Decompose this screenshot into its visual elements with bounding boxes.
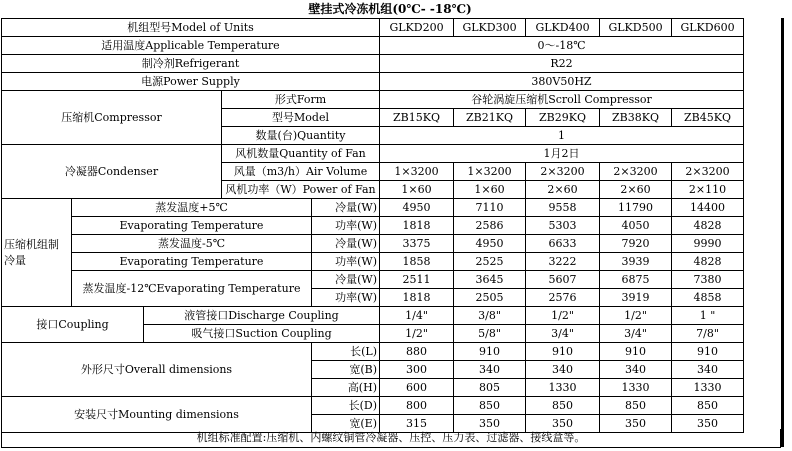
discharge-value: 3/8"	[454, 307, 526, 325]
dim-value: 340	[600, 361, 672, 379]
cool-value: 4950	[454, 235, 526, 253]
power-label: 电源Power Supply	[2, 73, 380, 91]
mount-value: 350	[526, 415, 600, 433]
mount-d-row	[2, 397, 744, 415]
compressor-model: ZB38KQ	[600, 109, 672, 127]
suction-label: 吸气接口Suction Coupling	[144, 325, 380, 343]
dim-value: 910	[672, 343, 744, 361]
power-value: 3919	[600, 289, 672, 307]
discharge-label: 液管接口Discharge Coupling	[144, 307, 380, 325]
power-value: 3939	[600, 253, 672, 271]
evap-minus12-label: 蒸发温度-12℃Evaporating Temperature	[72, 271, 312, 307]
cool-value: 2511	[380, 271, 454, 289]
discharge-value: 1/2"	[526, 307, 600, 325]
dim-h-label: 高(H)	[312, 379, 380, 397]
fan-power-value: 1×60	[454, 181, 526, 199]
power-label: 功率(W)	[312, 217, 380, 235]
model-name: GLKD500	[600, 19, 672, 37]
power-value: 4828	[672, 217, 744, 235]
spec-table	[1, 18, 744, 433]
dim-value: 910	[526, 343, 600, 361]
power-value: 1858	[380, 253, 454, 271]
suction-value: 7/8"	[672, 325, 744, 343]
fan-power-value: 2×60	[600, 181, 672, 199]
power-value: 2505	[454, 289, 526, 307]
dim-value: 300	[380, 361, 454, 379]
power-value: 2586	[454, 217, 526, 235]
mount-value: 850	[526, 397, 600, 415]
cool-value: 9990	[672, 235, 744, 253]
dim-value: 1330	[526, 379, 600, 397]
cool-value: 3375	[380, 235, 454, 253]
air-volume-value: 1×3200	[454, 163, 526, 181]
cool-label: 冷量(W)	[312, 271, 380, 289]
cool-value: 14400	[672, 199, 744, 217]
dim-l-label: 长(L)	[312, 343, 380, 361]
mount-e-label: 宽(E)	[312, 415, 380, 433]
cool-label: 冷量(W)	[312, 199, 380, 217]
power-value: 5303	[526, 217, 600, 235]
qty-label: 数量(台)Quantity	[222, 127, 380, 145]
model-name: GLKD200	[380, 19, 454, 37]
power-label: 功率(W)	[312, 289, 380, 307]
cool-value: 9558	[526, 199, 600, 217]
cool-value: 11790	[600, 199, 672, 217]
fan-qty-label: 风机数量Quantity of Fan	[222, 145, 380, 163]
cool-value: 6633	[526, 235, 600, 253]
fan-power-value: 2×110	[672, 181, 744, 199]
dim-value: 880	[380, 343, 454, 361]
compressor-label: 压缩机Compressor	[2, 91, 222, 145]
compressor-model: ZB21KQ	[454, 109, 526, 127]
dim-value: 600	[380, 379, 454, 397]
suction-value: 3/4"	[600, 325, 672, 343]
evap-minus12-cool-row	[2, 271, 744, 289]
discharge-value: 1/4"	[380, 307, 454, 325]
mount-value: 350	[600, 415, 672, 433]
power-value: 4858	[672, 289, 744, 307]
refrigerant-label: 制冷剂Refrigerant	[2, 55, 380, 73]
dim-w-label: 宽(B)	[312, 361, 380, 379]
fan-qty-value: 1月2日	[380, 145, 744, 163]
cool-value: 7920	[600, 235, 672, 253]
mount-value: 800	[380, 397, 454, 415]
temp-label: 适用温度Applicable Temperature	[2, 37, 380, 55]
refrigerant-row	[2, 55, 744, 73]
dim-value: 910	[600, 343, 672, 361]
temp-row	[2, 37, 744, 55]
evap-minus5-cool-row	[2, 235, 744, 253]
suction-value: 1/2"	[380, 325, 454, 343]
model-name: GLKD300	[454, 19, 526, 37]
mount-value: 350	[454, 415, 526, 433]
air-volume-value: 2×3200	[600, 163, 672, 181]
power-value: 2576	[526, 289, 600, 307]
power-value: 2525	[454, 253, 526, 271]
power-value: 380V50HZ	[380, 73, 744, 91]
dim-value: 805	[454, 379, 526, 397]
evap-plus5-power-row	[2, 217, 744, 235]
evap-minus5-en-label: Evaporating Temperature	[72, 253, 312, 271]
power-value: 1818	[380, 217, 454, 235]
standard-configuration-note: 机组标准配置:压缩机、内螺纹铜管冷凝器、压控、压力表、过滤器、接线盒等。	[1, 429, 781, 448]
compressor-model: ZB45KQ	[672, 109, 744, 127]
cool-value: 4950	[380, 199, 454, 217]
fan-power-value: 2×60	[526, 181, 600, 199]
form-label: 形式Form	[222, 91, 380, 109]
fan-qty-row	[2, 145, 744, 163]
cool-value: 7380	[672, 271, 744, 289]
discharge-value: 1/2"	[600, 307, 672, 325]
power-value: 4828	[672, 253, 744, 271]
evap-minus5-power-row	[2, 253, 744, 271]
dim-value: 340	[672, 361, 744, 379]
dim-value: 1330	[600, 379, 672, 397]
fan-power-label: 风机功率（W）Power of Fan	[222, 181, 380, 199]
compressor-model-label: 型号Model	[222, 109, 380, 127]
model-name: GLKD600	[672, 19, 744, 37]
evap-plus5-label: 蒸发温度+5℃	[72, 199, 312, 217]
coupling-label: 接口Coupling	[2, 307, 144, 343]
suction-value: 3/4"	[526, 325, 600, 343]
evap-plus5-en-label: Evaporating Temperature	[72, 217, 312, 235]
cool-value: 5607	[526, 271, 600, 289]
power-value: 1818	[380, 289, 454, 307]
dim-value: 1330	[672, 379, 744, 397]
mount-value: 850	[600, 397, 672, 415]
dim-value: 340	[454, 361, 526, 379]
mount-value: 315	[380, 415, 454, 433]
mount-value: 850	[454, 397, 526, 415]
evap-plus5-cool-row	[2, 199, 744, 217]
header-row	[2, 19, 744, 37]
compressor-model: ZB15KQ	[380, 109, 454, 127]
air-volume-value: 1×3200	[380, 163, 454, 181]
power-label: 功率(W)	[312, 253, 380, 271]
model-label: 机组型号Model of Units	[2, 19, 380, 37]
overall-dim-label: 外形尺寸Overall dimensions	[2, 343, 312, 397]
power-value: 4050	[600, 217, 672, 235]
air-volume-label: 风量（m3/h）Air Volume	[222, 163, 380, 181]
fan-power-value: 1×60	[380, 181, 454, 199]
temp-value: 0～-18℃	[380, 37, 744, 55]
power-value: 3222	[526, 253, 600, 271]
evap-minus5-label: 蒸发温度-5℃	[72, 235, 312, 253]
discharge-row	[2, 307, 744, 325]
form-value: 谷轮涡旋压缩机Scroll Compressor	[380, 91, 744, 109]
condenser-label: 冷凝器Condenser	[2, 145, 222, 199]
dim-l-row	[2, 343, 744, 361]
table-title: 壁挂式冷冻机组(0℃- -18℃)	[308, 2, 472, 16]
right-edge-bar	[781, 18, 784, 447]
compressor-form-row	[2, 91, 744, 109]
air-volume-value: 2×3200	[526, 163, 600, 181]
mount-d-label: 长(D)	[312, 397, 380, 415]
capacity-label: 压缩机组制冷量	[2, 199, 72, 307]
discharge-value: 1 "	[672, 307, 744, 325]
cool-value: 7110	[454, 199, 526, 217]
model-name: GLKD400	[526, 19, 600, 37]
qty-value: 1	[380, 127, 744, 145]
air-volume-value: 2×3200	[672, 163, 744, 181]
refrigerant-value: R22	[380, 55, 744, 73]
compressor-model: ZB29KQ	[526, 109, 600, 127]
power-row	[2, 73, 744, 91]
mount-value: 350	[672, 415, 744, 433]
mounting-dim-label: 安装尺寸Mounting dimensions	[2, 397, 312, 433]
mount-value: 850	[672, 397, 744, 415]
cool-value: 6875	[600, 271, 672, 289]
suction-value: 5/8"	[454, 325, 526, 343]
cool-label: 冷量(W)	[312, 235, 380, 253]
dim-value: 910	[454, 343, 526, 361]
cool-value: 3645	[454, 271, 526, 289]
dim-value: 340	[526, 361, 600, 379]
